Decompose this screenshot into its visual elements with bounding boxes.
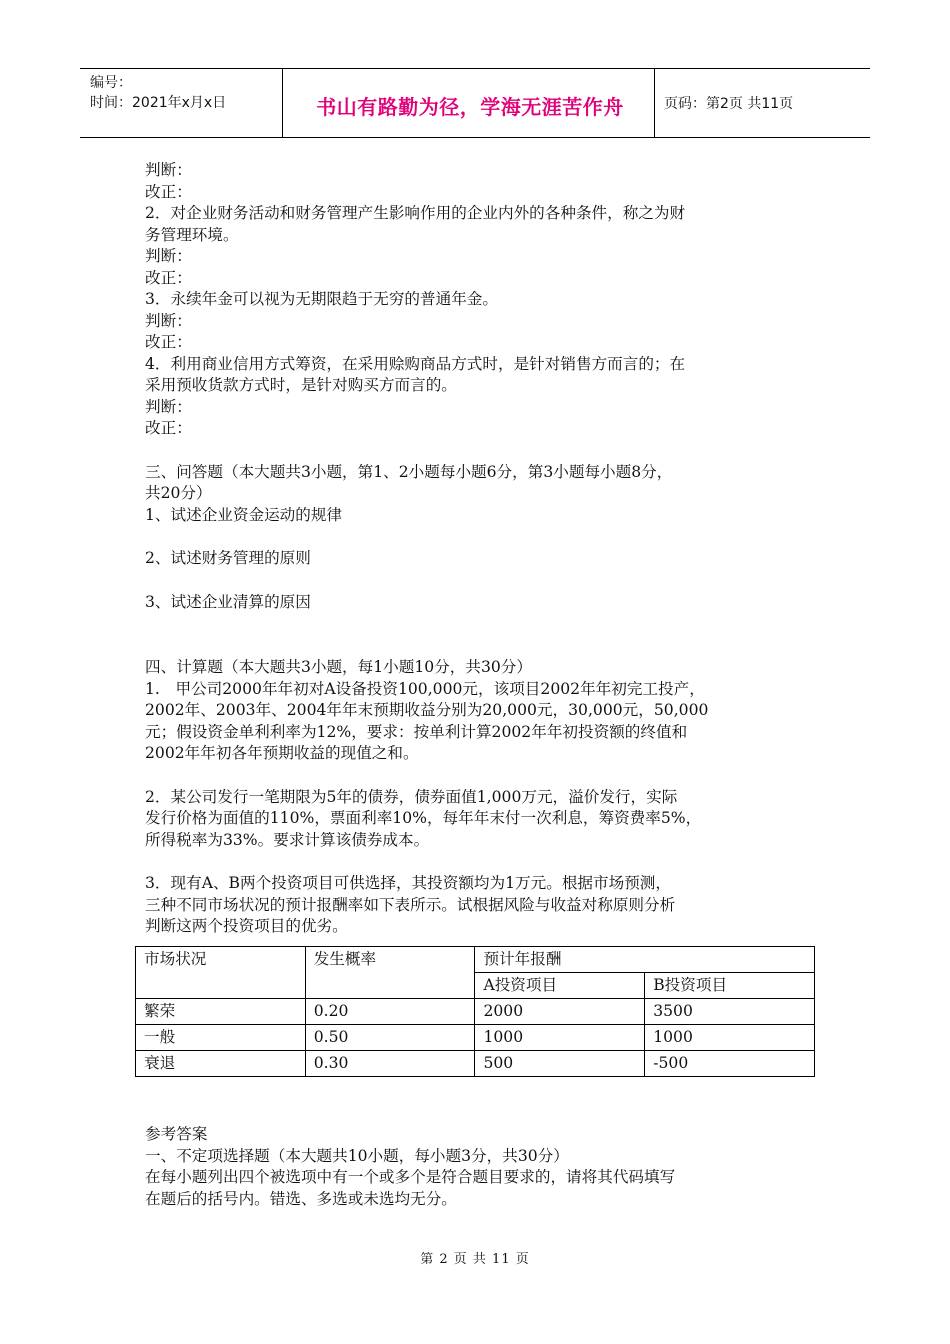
text-line: 采用预收货款方式时，是针对购买方而言的。 — [145, 376, 457, 394]
text-line: 3．永续年金可以视为无期限趋于无穷的普通年金。 — [145, 290, 498, 308]
section-heading: 一、不定项选择题（本大题共10小题，每小题3分，共30分） — [145, 1146, 569, 1165]
page-footer: 第 2 页 共 11 页 — [420, 1252, 530, 1267]
section-heading: 三、问答题（本大题共3小题，第1、2小题每小题6分，第3小题每小题8分， — [145, 462, 673, 481]
header-page-info: 页码：第2页 共11页 — [664, 96, 794, 112]
table-cell: 衰退 — [136, 1051, 306, 1077]
section-heading: 四、计算题（本大题共3小题，每1小题10分，共30分） — [145, 658, 532, 676]
text-line: 元；假设资金单利利率为12%，要求：按单利计算2002年年初投资额的终值和 — [145, 722, 688, 741]
code-label: 编号： — [90, 75, 132, 91]
header-divider — [654, 69, 655, 137]
table-header-row — [136, 947, 815, 973]
text-line: 2．对企业财务活动和财务管理产生影响作用的企业内外的各种条件，称之为财 — [145, 204, 686, 222]
text-line: 改正： — [145, 268, 192, 287]
answer-section — [145, 1124, 825, 1210]
header-left — [90, 73, 226, 113]
header-cell-a: A投资项目 — [475, 973, 645, 999]
text-line: 判断这两个投资项目的优劣。 — [145, 917, 348, 935]
text-line: 2、试述财务管理的原则 — [145, 549, 311, 567]
header-motto: 书山有路勤为径，学海无涯苦作舟 — [316, 95, 624, 119]
text-line: 判断： — [145, 311, 192, 330]
section-heading: 参考答案 — [145, 1125, 208, 1143]
text-line: 2002年、2003年、2004年年末预期收益分别为20,000元，30,000元，50,000 — [145, 701, 709, 719]
text-line: 发行价格为面值的110%，票面利率10%，每年年末付一次利息，筹资费率5%， — [145, 809, 702, 827]
text-line: 2002年年初各年预期收益的现值之和。 — [145, 744, 419, 762]
table-cell: 1000 — [475, 1025, 645, 1051]
table-row — [136, 999, 815, 1025]
text-line: 在每小题列出四个被选项中有一个或多个是符合题目要求的，请将其代码填写 — [145, 1168, 676, 1186]
text-line: 改正： — [145, 419, 192, 437]
header-cell-market: 市场状况 — [136, 947, 306, 999]
text-line: 在题后的括号内。错选、多选或未选均无分。 — [145, 1189, 457, 1208]
document-body — [145, 160, 825, 938]
table-cell: 3500 — [645, 999, 815, 1025]
table-cell: 0.20 — [305, 999, 475, 1025]
header-cell-prob: 发生概率 — [305, 947, 475, 999]
table-row — [136, 1025, 815, 1051]
table-row — [136, 1051, 815, 1077]
text-line: 改正： — [145, 333, 192, 351]
text-line: 所得税率为33%。要求计算该债券成本。 — [145, 830, 430, 849]
table-cell: -500 — [645, 1051, 815, 1077]
table-cell: 一般 — [136, 1025, 306, 1051]
text-line: 4．利用商业信用方式筹资，在采用赊购商品方式时，是针对销售方而言的；在 — [145, 354, 686, 373]
text-line: 3、试述企业清算的原因 — [145, 592, 311, 611]
table-cell: 500 — [475, 1051, 645, 1077]
text-line: 3．现有A、B两个投资项目可供选择，其投资额均为1万元。根据市场预测， — [145, 874, 671, 892]
header-cell-return: 预计年报酬 — [475, 947, 815, 973]
returns-table — [135, 946, 815, 1077]
page-header — [80, 68, 870, 138]
table-cell: 繁荣 — [136, 999, 306, 1025]
text-line: 务管理环境。 — [145, 225, 239, 244]
text-line: 三种不同市场状况的预计报酬率如下表所示。试根据风险与收益对称原则分析 — [145, 895, 676, 914]
section-heading: 共20分） — [145, 484, 212, 502]
text-line: 改正： — [145, 182, 192, 201]
text-line: 1、试述企业资金运动的规律 — [145, 505, 343, 524]
table-cell: 2000 — [475, 999, 645, 1025]
text-line: 判断： — [145, 397, 192, 416]
table-cell: 0.50 — [305, 1025, 475, 1051]
header-cell-b: B投资项目 — [645, 973, 815, 999]
table-cell: 0.30 — [305, 1051, 475, 1077]
text-line: 2．某公司发行一笔期限为5年的债券，债券面值1,000万元，溢价发行，实际 — [145, 787, 678, 806]
text-line: 1. 甲公司2000年年初对A设备投资100,000元，该项目2002年年初完工投产， — [145, 679, 705, 698]
table-cell: 1000 — [645, 1025, 815, 1051]
text-line: 判断： — [145, 247, 192, 265]
text-line: 判断： — [145, 161, 192, 179]
date-label: 时间：2021年x月x日 — [90, 95, 227, 111]
